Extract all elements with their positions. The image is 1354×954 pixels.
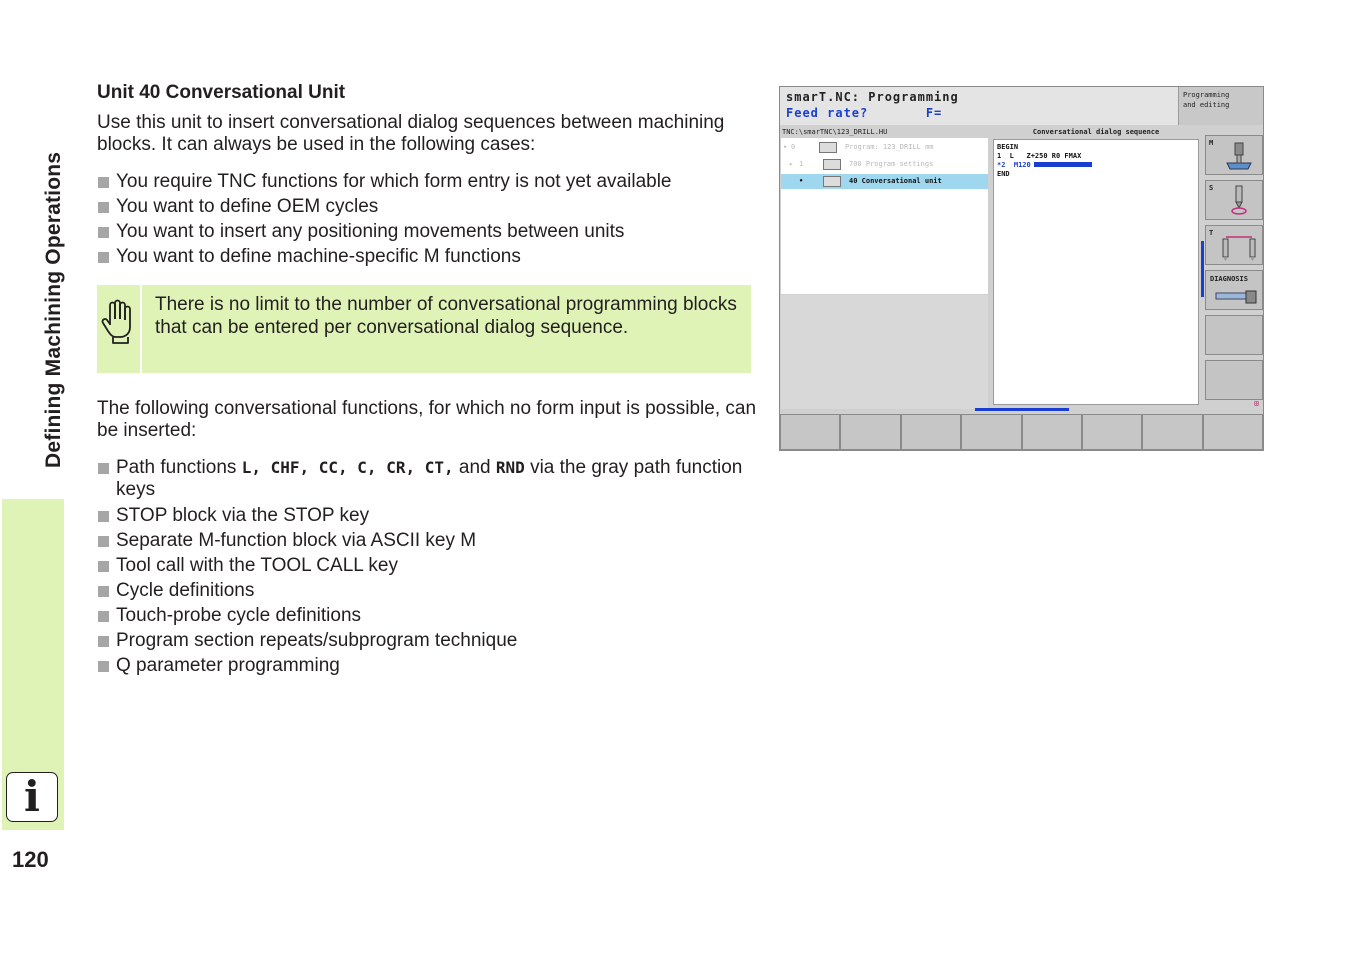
dialog-line: END [997, 170, 1010, 178]
screen-header [780, 87, 1178, 125]
screen-title: smarT.NC: Programming [786, 90, 959, 104]
tree-row[interactable]: ▾ 0 Program: 123_DRILL mm [781, 140, 988, 155]
note-box [97, 285, 751, 373]
softkey-empty[interactable] [1142, 414, 1202, 450]
operating-mode: Programming and editing [1178, 87, 1263, 125]
pointing-hand-icon [101, 299, 135, 345]
tnc-screenshot [779, 86, 1264, 451]
bullet-square-icon [98, 536, 109, 547]
list-item: Path functions L, CHF, CC, C, CR, CT, and RND via the gray path function keys [97, 457, 757, 505]
list-item: Program section repeats/subprogram technique [97, 630, 757, 655]
softkey-scroll-indicator [1201, 241, 1204, 297]
functions-list [97, 457, 757, 680]
list-item: Cycle definitions [97, 580, 757, 605]
settings-unit-icon [823, 159, 841, 170]
bullet-square-icon [98, 463, 109, 474]
bullet-square-icon [98, 511, 109, 522]
list-item: Separate M-function block via ASCII key M [97, 530, 757, 555]
softkey-s[interactable]: S [1205, 180, 1263, 220]
note-text: There is no limit to the number of conversational programming blocks that can be entered per conversational dialog sequence. [154, 294, 737, 338]
softkey-t[interactable]: T [1205, 225, 1263, 265]
program-icon [819, 142, 837, 153]
expand-icon: ▾ [783, 143, 788, 151]
note-icon-cell [97, 285, 142, 373]
dialog-title: Conversational dialog sequence [1032, 128, 1160, 136]
spindle-speed-icon [1224, 184, 1254, 218]
collapse-icon: ▸ [789, 160, 794, 168]
bullet-square-icon [98, 611, 109, 622]
diagnosis-icon [1214, 287, 1258, 307]
tree-row[interactable]: ▸ 1 700 Program settings [781, 157, 988, 172]
softkey-diagnosis[interactable]: DIAGNOSIS [1205, 270, 1263, 310]
info-icon: i [6, 772, 58, 822]
softkey-empty[interactable] [780, 414, 840, 450]
list-item: You want to insert any positioning movements between units [97, 221, 757, 246]
input-cursor [1034, 162, 1092, 167]
softkey-empty[interactable] [1022, 414, 1082, 450]
softkey-empty[interactable] [1203, 414, 1263, 450]
program-tree [781, 138, 988, 294]
page-number: 120 [12, 847, 49, 872]
list-item: Q parameter programming [97, 655, 757, 680]
program-path: TNC:\smarTNC\123_DRILL.HU [782, 128, 888, 136]
intro-paragraph: Use this unit to insert conversational dialog sequences between machining blocks. It can always be used in the following cases: [97, 112, 725, 155]
list-item: Touch-probe cycle definitions [97, 605, 757, 630]
dialog-line: BEGIN [997, 143, 1019, 151]
conversational-unit-icon [823, 176, 841, 187]
bullet-square-icon [98, 661, 109, 672]
functions-intro: The following conversational functions, for which no form input is possible, can be inserted: [97, 398, 757, 441]
softkey-empty[interactable] [901, 414, 961, 450]
list-item: You want to define OEM cycles [97, 196, 757, 221]
tool-length-icon [1218, 229, 1260, 263]
active-tab-indicator [975, 408, 1069, 411]
bullet-icon: • [799, 177, 804, 185]
dialog-line-active: *2 M120 [997, 161, 1198, 170]
softkey-empty[interactable] [1082, 414, 1142, 450]
bullet-square-icon [98, 252, 109, 263]
bullet-square-icon [98, 227, 109, 238]
softkey-empty[interactable] [1205, 315, 1263, 355]
tree-row-selected[interactable]: • 40 Conversational unit [781, 174, 988, 189]
bullet-square-icon [98, 177, 109, 188]
dialog-sequence[interactable] [993, 139, 1199, 405]
status-marker-icon: ⊞ [1254, 399, 1259, 408]
screen-prompt: Feed rate? F= [786, 106, 943, 120]
dialog-line: 1 L Z+250 R0 FMAX [997, 152, 1082, 160]
list-item: You require TNC functions for which form entry is not yet available [97, 171, 757, 196]
tree-lower-area [781, 295, 988, 409]
machine-spindle-icon [1224, 141, 1254, 171]
list-item: STOP block via the STOP key [97, 505, 757, 530]
horizontal-softkey-row [780, 414, 1263, 450]
softkey-empty[interactable] [961, 414, 1021, 450]
softkey-empty[interactable] [1205, 360, 1263, 400]
softkey-empty[interactable] [840, 414, 900, 450]
bullet-square-icon [98, 586, 109, 597]
list-item: You want to define machine-specific M functions [97, 246, 757, 271]
bullet-square-icon [98, 561, 109, 572]
bullet-square-icon [98, 636, 109, 647]
cases-list [97, 171, 757, 271]
chapter-title: Defining Machining Operations [42, 151, 65, 468]
section-heading: Unit 40 Conversational Unit [97, 82, 346, 103]
list-item: Tool call with the TOOL CALL key [97, 555, 757, 580]
softkey-m[interactable]: M [1205, 135, 1263, 175]
bullet-square-icon [98, 202, 109, 213]
